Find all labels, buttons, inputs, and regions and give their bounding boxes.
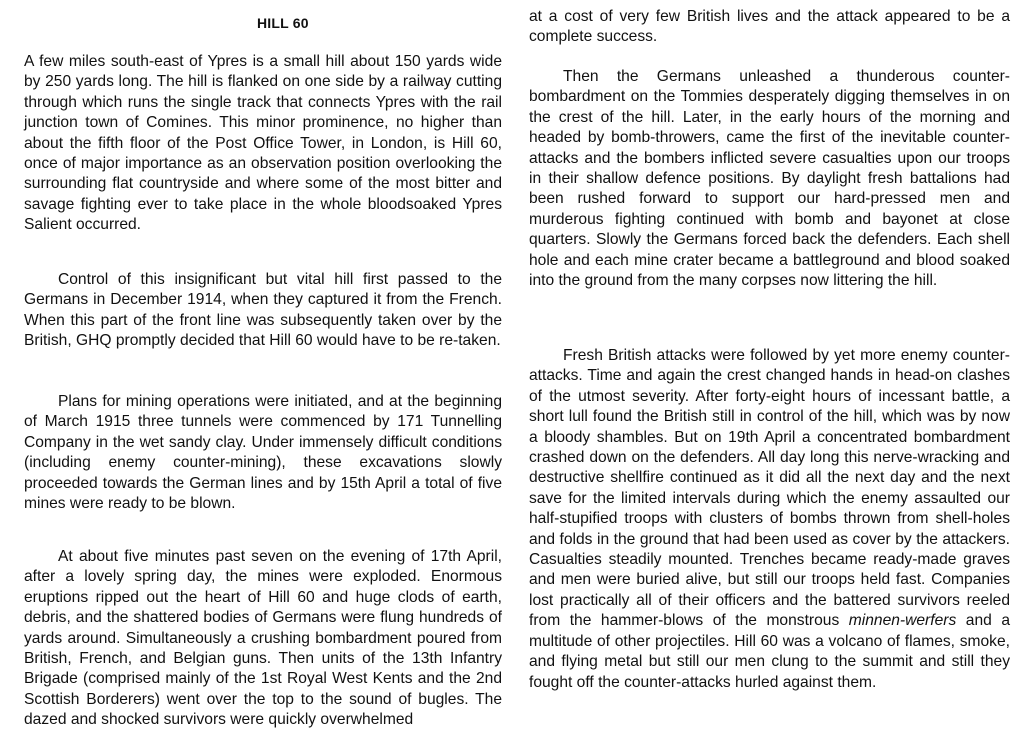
article-title: HILL 60 [257,15,309,31]
paragraph-text-italic: minnen-werfers [848,612,957,630]
paragraph-text: Plans for mining operations were initiated, and at the beginning of March 1915 three tunnels were commenced by 171 Tunnelling Company in the wet sandy clay. Under immensely difficult conditions (including enemy counter-mining), these excavations slowly proceeded towards the German lines and by 15th April a total of five mines were ready to be blown. [24,393,502,513]
paragraph-text-end: and a multitude of other projectiles. Hill 60 was a volcano of flames, smoke, and flying metal but still our men clung to the summit and still they fought off the counter-attacks hurled against them. [529,612,1010,691]
paragraph-text: At about five minutes past seven on the evening of 17th April, after a lovely spring day, the mines were exploded. Enormous eruptions ripped out the heart of Hill 60 and huge clods of earth, debris, and the shattered bodies of Germans were flung hundreds of yards around. Simultaneously a crushing bombardment poured from British, French, and Belgian guns. Then units of the 13th Infantry Brigade (comprised mainly of the 1st Royal West Kents and the 2nd Scottish Borderers) went over the top to the sound of bugles. The dazed and shocked survivors were quickly overwhelmed [24,548,502,729]
paragraph-text: A few miles south-east of Ypres is a small hill about 150 yards wide by 250 yards long. The hill is flanked on one side by a railway cutting through which runs the single track that connects Ypres with the rail junction town of Comines. This minor prominence, no higher than about the fifth floor of the Post Office Tower, in London, is Hill 60, once of major importance as an observation position overlooking the surrounding flat countryside and where some of the most bitter and savage fighting ever to take place in the whole bloodsoaked Ypres Salient occurred. [24,53,502,234]
paragraph-counter-bombardment [529,67,1010,291]
paragraph-continuation [529,7,1010,48]
paragraph-text: Control of this insignificant but vital hill first passed to the Germans in December 1914, when they captured it from the French. When this part of the front line was subsequently taken over by the British, GHQ promptly decided that Hill 60 would have to be re-taken. [24,271,502,350]
paragraph-text: Then the Germans unleashed a thunderous counter-bombardment on the Tommies desperately digging themselves in on the crest of the hill. Later, in the early hours of the morning and headed by bomb-throwers, came the first of the inevitable counter-attacks and the bombers inflicted severe casualties upon our troops in their shallow defence positions. By daylight fresh battalions had been rushed forward to support our hard-pressed men and murderous fighting continued with bomb and bayonet at close quarters. Slowly the Germans forced back the defenders. Each shell hole and each mine crater became a battleground and blood soaked into the ground from the many corpses now littering the hill. [529,68,1010,290]
paragraph-mining [24,392,502,514]
paragraph-text: at a cost of very few British lives and the attack appeared to be a complete success. [529,8,1010,46]
paragraph-text-start: Fresh British attacks were followed by yet more enemy counter-attacks. Time and again the crest changed hands in head-on clashes of the utmost severity. After forty-eight hours of incessant battle, a short lull found the British still in control of the hill, which was by now a bloody shambles. But on 19th April a concentrated bombardment crashed down on the defenders. All day long this nerve-wracking and destructive shellfire continued as it did all the next day and the next save for the limited intervals during which the enemy assaulted our half-stupified troops with clusters of bombs thrown from shell-holes and folds in the ground that had been used as cover by the attackers. Casualties steadily mounted. Trenches became ready-made graves and men were buried alive, but still our troops held fast. Companies lost practically all of their officers and the battered survivors reeled from the hammer-blows of the monstrous [529,347,1010,630]
paragraph-fresh-attacks [529,346,1010,693]
paragraph-control [24,270,502,352]
paragraph-explosion [24,547,502,731]
paragraph-intro [24,52,502,236]
